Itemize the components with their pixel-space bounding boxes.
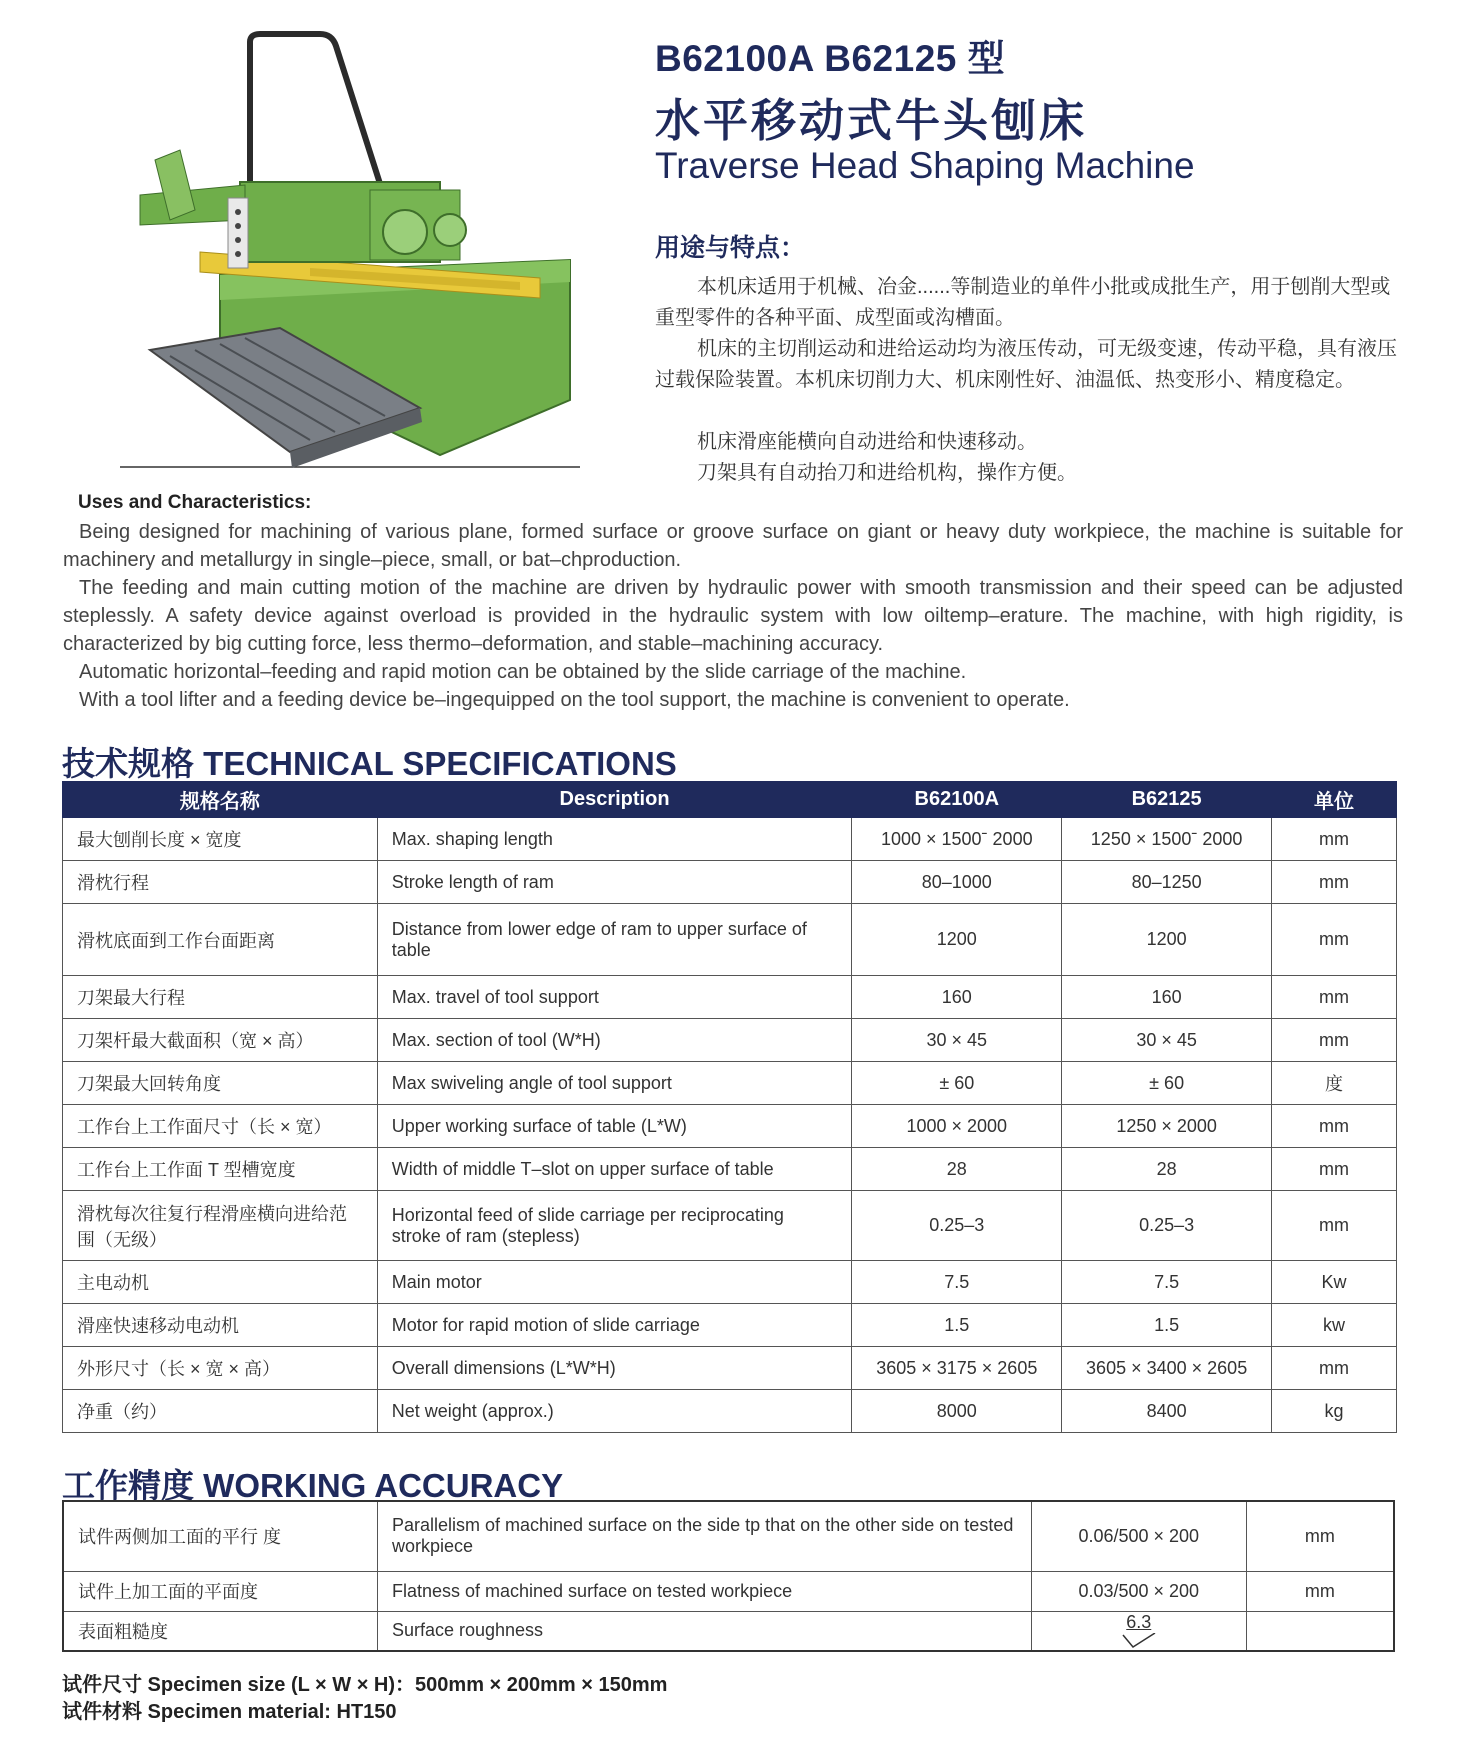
uses-cn-paragraph-1: 本机床适用于机械、冶金......等制造业的单件小批或成批生产，用于刨削大型或重型零件的各种平面、成型面或沟槽面。 [655,276,1391,329]
spec-cell-unit: Kw [1272,1261,1397,1304]
spec-cell-a: 30 × 45 [852,1019,1062,1062]
uses-heading-cn: 用途与特点： [655,234,806,262]
spec-cell-desc: Max swiveling angle of tool support [377,1062,852,1105]
accuracy-cell-cn: 表面粗糙度 [63,1611,377,1651]
spec-row [63,1105,1397,1148]
spec-cell-a: 1.5 [852,1304,1062,1347]
spec-row [63,904,1397,976]
spec-cell-a: 0.25–3 [852,1191,1062,1261]
accuracy-cell-unit [1246,1611,1394,1651]
spec-cell-unit: mm [1272,904,1397,976]
accuracy-cell-value: 0.06/500 × 200 [1031,1501,1246,1571]
accuracy-row [63,1571,1394,1611]
accuracy-cell-value [1031,1611,1246,1651]
spec-cell-a: 28 [852,1148,1062,1191]
uses-en-paragraph-2: The feeding and main cutting motion of the machine are driven by hydraulic power with smooth transmission and their speed can be adjusted steplessly. A safety device against overload is provided in the hydraulic system with low oiltemp–erature. The machine, with high rigidity, is characterized by big cutting force, less thermo–deformation, and stable–machining accuracy. [63,577,1403,655]
uses-en-paragraph-4: With a tool lifter and a feeding device be–ingequipped on the tool support, the machine is convenient to operate. [79,689,1070,711]
roughness-value: 6.3 [1126,1612,1152,1633]
uses-heading-en: Uses and Characteristics: [78,492,312,513]
spec-cell-a: 7.5 [852,1261,1062,1304]
accuracy-cell-value: 0.03/500 × 200 [1031,1571,1246,1611]
spec-cell-a: 1000 × 1500ˉ 2000 [852,818,1062,861]
spec-cell-cn: 滑枕行程 [63,861,378,904]
spec-cell-cn: 滑枕底面到工作台面距离 [63,904,378,976]
spec-cell-b: 1250 × 1500ˉ 2000 [1062,818,1272,861]
handwheel [383,210,427,254]
spec-cell-desc: Overall dimensions (L*W*H) [377,1347,852,1390]
spec-row [63,1191,1397,1261]
spec-cell-unit: 度 [1272,1062,1397,1105]
spec-cell-cn: 净重（约） [63,1390,378,1433]
accuracy-cell-desc: Flatness of machined surface on tested workpiece [377,1571,1031,1611]
uses-cn-paragraph-3: 机床滑座能横向自动进给和快速移动。 [697,431,1037,453]
spec-cell-b: 3605 × 3400 × 2605 [1062,1347,1272,1390]
spec-cell-cn: 工作台上工作面尺寸（长 × 宽） [63,1105,378,1148]
spec-cell-cn: 刀架杆最大截面积（宽 × 高） [63,1019,378,1062]
spec-cell-b: 7.5 [1062,1261,1272,1304]
spec-cell-unit: mm [1272,818,1397,861]
spec-cell-desc: Width of middle T–slot on upper surface of table [377,1148,852,1191]
spec-cell-unit: mm [1272,1191,1397,1261]
specimen-size: 试件尺寸 Specimen size (L × W × H)：500mm × 200mm × 150mm [62,1674,668,1696]
control-panel [228,198,248,268]
spec-row [63,1261,1397,1304]
spec-cell-cn: 刀架最大回转角度 [63,1062,378,1105]
spec-cell-unit: kw [1272,1304,1397,1347]
accuracy-cell-cn: 试件两侧加工面的平行 度 [63,1501,377,1571]
spec-cell-b: 8400 [1062,1390,1272,1433]
spec-row [63,976,1397,1019]
spec-cell-b: 0.25–3 [1062,1191,1272,1261]
spec-cell-b: 160 [1062,976,1272,1019]
spec-cell-unit: mm [1272,1019,1397,1062]
spec-row [63,1019,1397,1062]
uses-cn-paragraph-4: 刀架具有自动抬刀和进给机构，操作方便。 [697,462,1077,484]
spec-header-name-cn: 规格名称 [63,782,378,818]
spec-cell-desc: Stroke length of ram [377,861,852,904]
spec-row [63,1347,1397,1390]
spec-cell-a: ± 60 [852,1062,1062,1105]
spec-cell-a: 8000 [852,1390,1062,1433]
uses-en-paragraph-1: Being designed for machining of various plane, formed surface or groove surface on giant or heavy duty workpiece, the machine is suitable for machinery and metallurgy in single–piece, small, or bat–chproduction. [63,521,1403,571]
spec-header-model-b: B62125 [1062,782,1272,818]
spec-cell-desc: Motor for rapid motion of slide carriage [377,1304,852,1347]
spec-cell-cn: 主电动机 [63,1261,378,1304]
spec-row [63,1390,1397,1433]
spec-cell-desc: Horizontal feed of slide carriage per reciprocating stroke of ram (stepless) [377,1191,852,1261]
spec-row [63,1148,1397,1191]
spec-cell-unit: kg [1272,1390,1397,1433]
accuracy-cell-desc: Parallelism of machined surface on the side tp that on the other side on tested workpiece [377,1501,1031,1571]
spec-cell-a: 80–1000 [852,861,1062,904]
spec-cell-b: 80–1250 [1062,861,1272,904]
spec-cell-desc: Net weight (approx.) [377,1390,852,1433]
spec-cell-desc: Max. travel of tool support [377,976,852,1019]
spec-cell-unit: mm [1272,1105,1397,1148]
spec-cell-b: ± 60 [1062,1062,1272,1105]
spec-row [63,861,1397,904]
specimen-material: 试件材料 Specimen material: HT150 [62,1701,397,1723]
uses-cn-paragraph-2: 机床的主切削运动和进给运动均为液压传动，可无级变速，传动平稳，具有液压过载保险装置。本机床切削力大、机床刚性好、油温低、热变形小、精度稳定。 [655,338,1397,391]
spec-section-title: 技术规格 TECHNICAL SPECIFICATIONS [62,745,677,782]
spec-cell-a: 1000 × 2000 [852,1105,1062,1148]
spec-cell-b: 30 × 45 [1062,1019,1272,1062]
spec-cell-desc: Max. shaping length [377,818,852,861]
accuracy-row [63,1611,1394,1651]
spec-cell-b: 1.5 [1062,1304,1272,1347]
roughness-symbol-icon [1119,1633,1159,1649]
spec-cell-a: 1200 [852,904,1062,976]
uses-en-paragraph-3: Automatic horizontal–feeding and rapid motion can be obtained by the slide carriage of the machine. [79,661,967,683]
spec-cell-desc: Distance from lower edge of ram to upper surface of table [377,904,852,976]
spec-cell-unit: mm [1272,976,1397,1019]
product-title-en: Traverse Head Shaping Machine [655,145,1195,186]
spec-cell-a: 3605 × 3175 × 2605 [852,1347,1062,1390]
spec-cell-desc: Main motor [377,1261,852,1304]
accuracy-row [63,1501,1394,1571]
spec-cell-desc: Upper working surface of table (L*W) [377,1105,852,1148]
spec-row [63,1304,1397,1347]
spec-header-model-a: B62100A [852,782,1062,818]
spec-cell-unit: mm [1272,1148,1397,1191]
accuracy-cell-desc: Surface roughness [377,1611,1031,1651]
spec-row [63,1062,1397,1105]
spec-table [62,781,1397,1433]
accuracy-cell-cn: 试件上加工面的平面度 [63,1571,377,1611]
spec-cell-cn: 滑座快速移动电动机 [63,1304,378,1347]
spec-cell-b: 1200 [1062,904,1272,976]
spec-cell-cn: 刀架最大行程 [63,976,378,1019]
product-title-cn: 水平移动式牛头刨床 [655,95,1088,146]
spec-cell-cn: 工作台上工作面 T 型槽宽度 [63,1148,378,1191]
spec-cell-b: 28 [1062,1148,1272,1191]
spec-header-description: Description [377,782,852,818]
spec-cell-cn: 最大刨削长度 × 宽度 [63,818,378,861]
spec-cell-cn: 滑枕每次往复行程滑座横向进给范围（无级） [63,1191,378,1261]
spec-header-row [63,782,1397,818]
spec-header-unit: 单位 [1272,782,1397,818]
spec-cell-unit: mm [1272,861,1397,904]
model-title: B62100A B62125 型 [655,38,1006,79]
accuracy-table [62,1500,1395,1652]
spec-cell-b: 1250 × 2000 [1062,1105,1272,1148]
accuracy-section-title: 工作精度 WORKING ACCURACY [62,1467,564,1504]
spec-row [63,818,1397,861]
machine-illustration [120,20,600,475]
spec-cell-desc: Max. section of tool (W*H) [377,1019,852,1062]
spec-cell-unit: mm [1272,1347,1397,1390]
accuracy-cell-unit: mm [1246,1571,1394,1611]
spec-cell-cn: 外形尺寸（长 × 宽 × 高） [63,1347,378,1390]
accuracy-cell-unit: mm [1246,1501,1394,1571]
spec-cell-a: 160 [852,976,1062,1019]
